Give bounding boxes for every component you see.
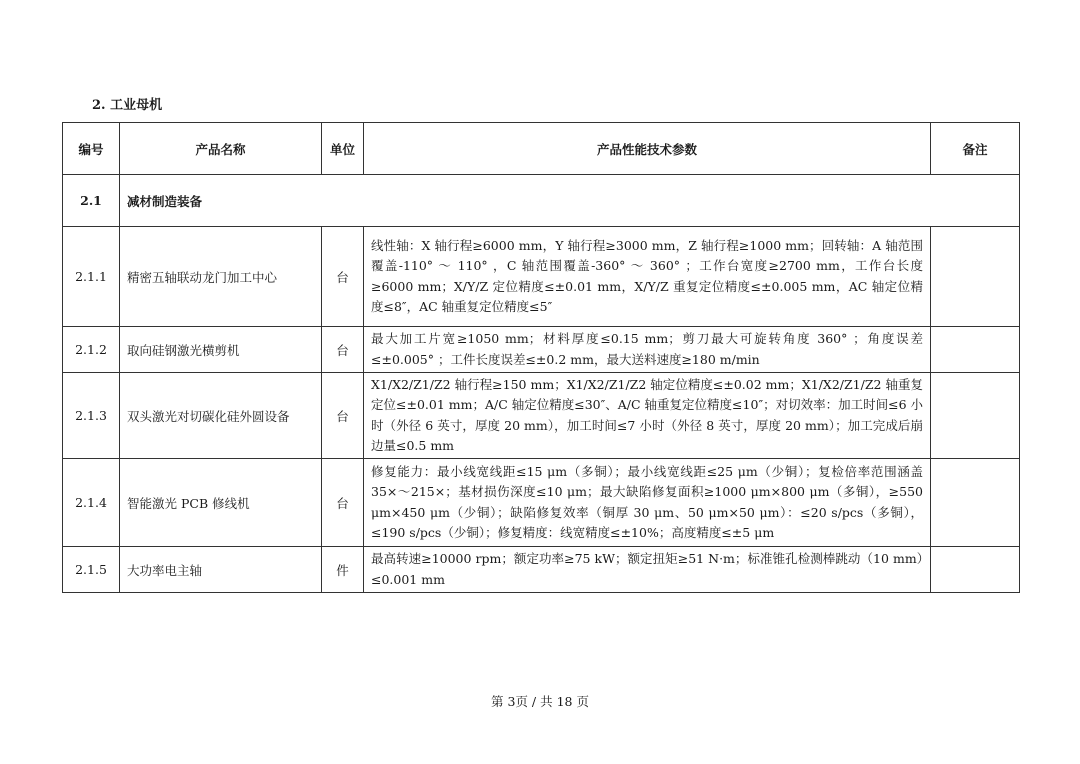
table-row xyxy=(63,327,1020,373)
subsection-row xyxy=(63,175,1020,227)
row-remark xyxy=(931,327,1020,373)
row-params: X1/X2/Z1/Z2 轴行程≥150 mm；X1/X2/Z1/Z2 轴定位精度≤±0.02 mm；X1/X2/Z1/Z2 轴重复定位≤±0.01 mm；A/C 轴定位精度≤30″、A/C 轴重复定位精度≤10″；对切效率：加工时间≤6 小时（外径 6 英寸，厚度 20 mm），加工时间≤7 小时（外径 8 英寸，厚度 20 mm）；加工完成后崩边量≤0.5 mm xyxy=(364,373,931,459)
row-unit: 台 xyxy=(322,459,364,547)
table-header-row xyxy=(63,123,1020,175)
subsection-id: 2.1 xyxy=(63,175,120,227)
row-id: 2.1.4 xyxy=(63,459,120,547)
row-unit: 台 xyxy=(322,327,364,373)
section-title: 2. 工业母机 xyxy=(92,98,163,113)
table-row xyxy=(63,459,1020,547)
header-id: 编号 xyxy=(63,123,120,175)
row-name: 智能激光 PCB 修线机 xyxy=(120,459,322,547)
row-remark xyxy=(931,459,1020,547)
row-name: 精密五轴联动龙门加工中心 xyxy=(120,227,322,327)
row-remark xyxy=(931,547,1020,593)
row-unit: 件 xyxy=(322,547,364,593)
table-row xyxy=(63,227,1020,327)
row-name: 双头激光对切碳化硅外圆设备 xyxy=(120,373,322,459)
row-remark xyxy=(931,227,1020,327)
table-row xyxy=(63,547,1020,593)
row-name: 取向硅钢激光横剪机 xyxy=(120,327,322,373)
row-id: 2.1.1 xyxy=(63,227,120,327)
row-unit: 台 xyxy=(322,227,364,327)
subsection-name: 减材制造装备 xyxy=(120,175,1020,227)
row-params: 线性轴：X 轴行程≥6000 mm，Y 轴行程≥3000 mm，Z 轴行程≥1000 mm；回转轴：A 轴范围覆盖-110° ～ 110° ，C 轴范围覆盖-360° ～ 360° ；工作台宽度≥2700 mm，工作台长度≥6000 mm；X/Y/Z 定位精度≤±0.01 mm，X/Y/Z 重复定位精度≤±0.005 mm，AC 轴定位精度≤8″，AC 轴重复定位精度≤5″ xyxy=(364,227,931,327)
row-params: 最大加工片宽≥1050 mm；材料厚度≤0.15 mm；剪刀最大可旋转角度 360° ；角度误差≤±0.005° ；工件长度误差≤±0.2 mm，最大送料速度≥180 m/min xyxy=(364,327,931,373)
row-unit: 台 xyxy=(322,373,364,459)
row-name: 大功率电主轴 xyxy=(120,547,322,593)
table-row xyxy=(63,373,1020,459)
page-footer: 第 3页 / 共 18 页 xyxy=(491,694,589,709)
row-params: 修复能力：最小线宽线距≤15 μm（多铜）；最小线宽线距≤25 μm（少铜）；复检倍率范围涵盖 35×～215×；基材损伤深度≤10 μm；最大缺陷修复面积≥1000 μm×800 μm（多铜），≥550 μm×450 μm（少铜）；缺陷修复效率（铜厚 30 μm、50 μm×50 μm）：≤20 s/pcs（多铜），≤190 s/pcs（少铜）；修复精度：线宽精度≤±10%；高度精度≤±5 μm xyxy=(364,459,931,547)
row-id: 2.1.2 xyxy=(63,327,120,373)
row-remark xyxy=(931,373,1020,459)
row-id: 2.1.3 xyxy=(63,373,120,459)
row-params: 最高转速≥10000 rpm；额定功率≥75 kW；额定扭矩≥51 N·m；标准锥孔检测棒跳动（10 mm）≤0.001 mm xyxy=(364,547,931,593)
header-params: 产品性能技术参数 xyxy=(364,123,931,175)
spec-table xyxy=(62,122,1020,593)
header-unit: 单位 xyxy=(322,123,364,175)
header-name: 产品名称 xyxy=(120,123,322,175)
header-remark: 备注 xyxy=(931,123,1020,175)
row-id: 2.1.5 xyxy=(63,547,120,593)
